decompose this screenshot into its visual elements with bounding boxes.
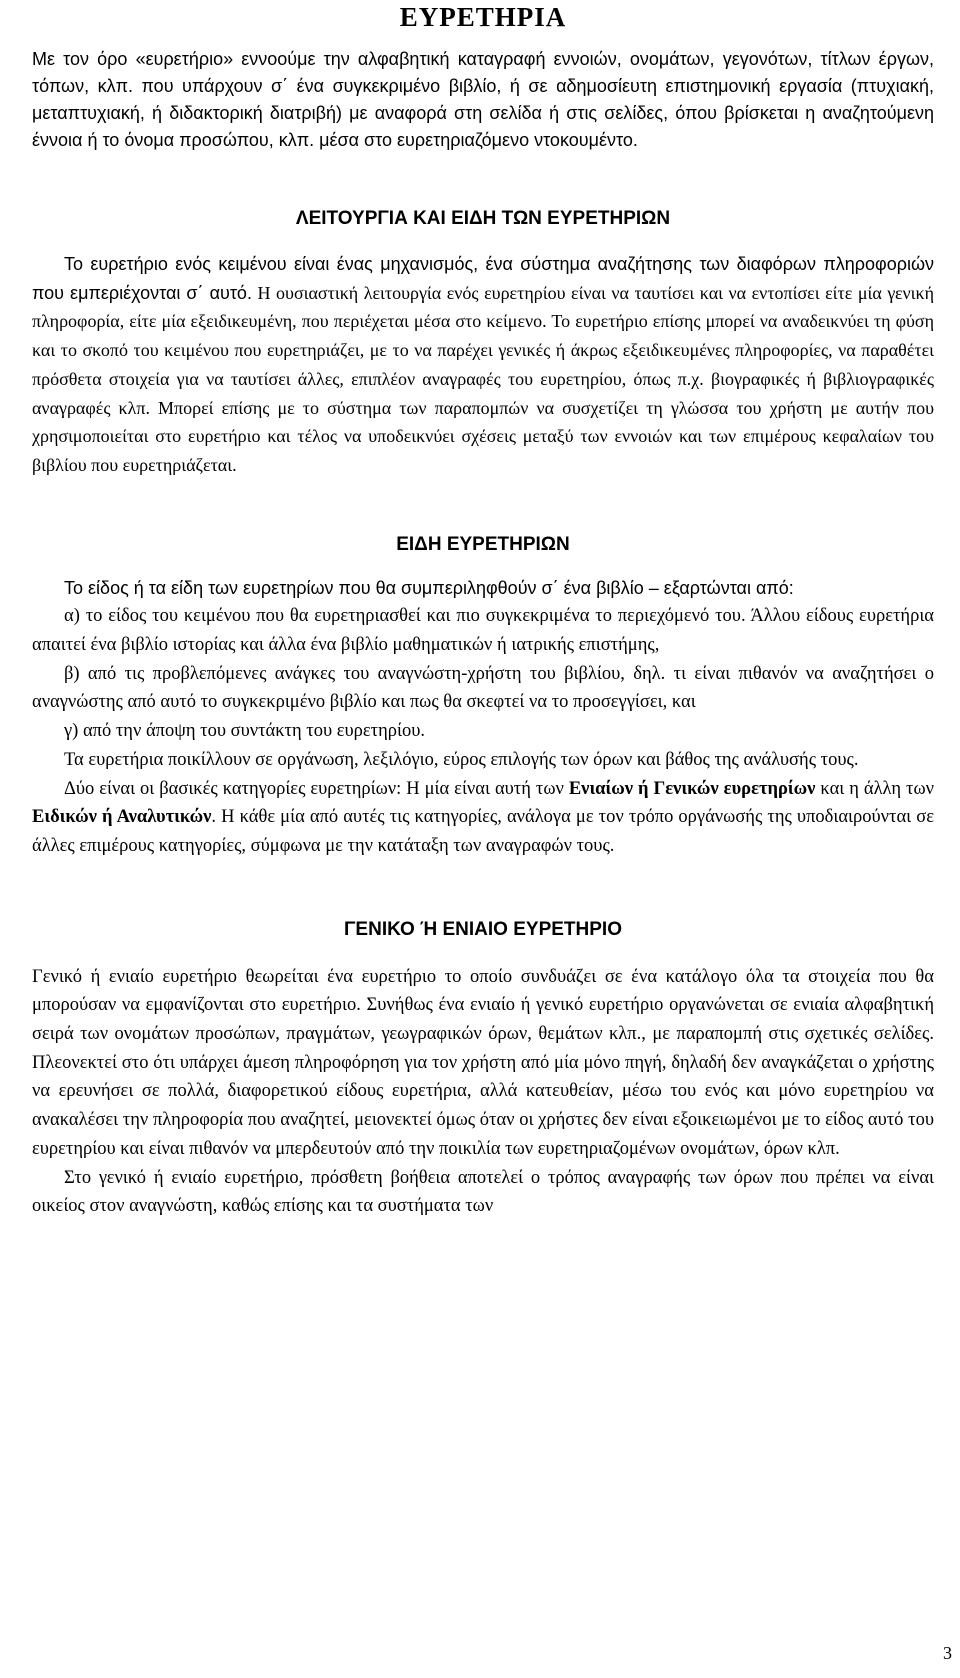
special-indexes-term: Ειδικών ή Αναλυτικών bbox=[32, 807, 212, 828]
section-heading-types: ΕΙΔΗ ΕΥΡΕΤΗΡΙΩΝ bbox=[396, 533, 570, 555]
section1-p2: Η ουσιαστική λειτουργία ενός ευρετηρίου είναι να ταυτίσει και να εντοπίσει είτε μία γενική πληροφορία, είτε μία εξειδικευμένη, που περιέχεται μέσα στο κείμενο. bbox=[32, 282, 934, 332]
categories-text-middle: και η άλλη των bbox=[815, 778, 934, 799]
section2-item-b: β) από τις προβλεπόμενες ανάγκες του αναγνώστη-χρήστη του βιβλίου, δηλ. τι είναι πιθανόν να αναζητήσει ο αναγνώστης από αυτό το συγκεκριμένο βιβλίο και πως θα σκεφτεί να το προσεγγίσει, και bbox=[32, 663, 934, 713]
page-number: 3 bbox=[943, 1643, 952, 1663]
section2-item-c: γ) από την άποψη του συντάκτη του ευρετηρίου. bbox=[64, 721, 426, 742]
section2-paragraph-categories bbox=[32, 775, 934, 861]
section2-intro: Το είδος ή τα είδη των ευρετηρίων που θα συμπεριληφθούν σ΄ ένα βιβλίο – εξαρτώνται από: bbox=[64, 577, 794, 598]
section3-paragraph-definition: Γενικό ή ενιαίο ευρετήριο θεωρείται ένα ευρετήριο το οποίο συνδυάζει σε ένα κατάλογο όλα τα στοιχεία που θα μπορούσαν να εμφανίζονται στο ευρετήριο. Συνήθως ένα ενιαίο ή γενικό ευρετήριο οργανώνεται σε ενιαία αλφαβητική σειρά των ονομάτων προσώπων, πραγμάτων, γεωγραφικών όρων, θεμάτων κλπ., με παραπομπή στις σχετικές σελίδες. Πλεονεκτεί στο ότι υπάρχει άμεση πληροφόρηση για τον χρήστη από μία μόνο πηγή, δηλαδή δεν αναγκάζεται ο χρήστης να ερευνήσει σε πολλά, διαφορετικού είδους ευρετήρια, αλλά κατευθείαν, μέσω του ενός και μόνο ευρετηρίου να ανακαλέσει την πληροφορία που αναζητεί, μειονεκτεί όμως όταν οι χρήστες δεν είναι εξοικειωμένοι με το είδος αυτό του ευρετηρίου και είναι πιθανόν να μπερδευτούν από την ποικιλία των ευρετηριαζομένων ονομάτων, όρων κλπ. bbox=[32, 966, 934, 1159]
categories-text-start: Δύο είναι οι βασικές κατηγορίες ευρετηρίων: Η μία είναι αυτή των bbox=[64, 778, 569, 799]
section1-p3: Το ευρετήριο επίσης μπορεί να αναδεικνύει τη φύση και το σκοπό του κειμένου που ευρετηριάζει, με το να παρέχει γενικές ή άκρως εξειδικευμένες πληροφορίες, να παραθέτει πρόσθετα στοιχεία για να ταυτίσει άλλες, επιπλέον αναγραφές του ευρετηρίου, όπως π.χ. βιογραφικές ή βιβλιογραφικές αναγραφές κλπ. Μπορεί επίσης με το σύστημα των παραπομπών να συσχετίζει τη γλώσσα του χρήστη με αυτήν που χρησιμοποιείται στο ευρετήριο και τέλος να υποδεικνύει σχέσεις μεταξύ των εννοιών και των επιμέρους κεφαλαίων του βιβλίου που ευρετηριάζεται. bbox=[32, 311, 935, 475]
section3-paragraph-help: Στο γενικό ή ενιαίο ευρετήριο, πρόσθετη βοήθεια αποτελεί ο τρόπος αναγραφής των όρων που πρέπει να είναι οικείος στον αναγνώστη, καθώς επίσης και τα συστήματα των bbox=[32, 1167, 934, 1217]
section1-paragraph bbox=[32, 250, 934, 480]
general-indexes-term: Ενιαίων ή Γενικών ευρετηρίων bbox=[568, 778, 816, 799]
intro-paragraph: Με τον όρο «ευρετήριο» εννοούμε την αλφαβητική καταγραφή εννοιών, ονομάτων, γεγονότων, τίτλων έργων, τόπων, κλπ. που υπάρχουν σ΄ ένα συγκεκριμένο βιβλίο, ή σε αδημοσίευτη επιστημονική εργασία (πτυχιακή, μεταπτυχιακή, ή διδακτορική διατριβή) με αναφορά στη σελίδα ή στις σελίδες, όπου βρίσκεται η αναζητούμενη έννοια ή το όνομα προσώπου, κλπ. μέσα στο ευρετηριαζόμενο ντοκουμέντο. bbox=[32, 49, 934, 150]
section1-p1: Το ευρετήριο ενός κειμένου είναι ένας μηχανισμός, ένα σύστημα αναζήτησης των διαφόρων πληροφοριών που εμπεριέχονται σ΄ αυτό. bbox=[32, 254, 934, 303]
section2-paragraph-variety: Τα ευρετήρια ποικίλλουν σε οργάνωση, λεξιλόγιο, εύρος επιλογής των όρων και βάθος της ανάλυσής τους. bbox=[64, 749, 859, 770]
document-title: ΕΥΡΕΤΗΡΙΑ bbox=[399, 2, 567, 32]
section-heading-general-index: ΓΕΝΙΚΟ Ή ΕΝΙΑΙΟ ΕΥΡΕΤΗΡΙΟ bbox=[344, 918, 622, 940]
categories-text-end: . Η κάθε μία από αυτές τις κατηγορίες, ανάλογα με τον τρόπο οργάνωσής της υποδιαιρούνται σε άλλες επιμέρους κατηγορίες, σύμφωνα με την κατάταξη των αναγραφών τους. bbox=[32, 807, 934, 856]
section2-item-a: α) το είδος του κειμένου που θα ευρετηριασθεί και πιο συγκεκριμένα το περιεχόμενό του. Άλλου είδους ευρετήρια απαιτεί ένα βιβλίο ιστορίας και άλλα ένα βιβλίο μαθηματικών ή ιατρικής επιστήμης, bbox=[32, 606, 934, 656]
section-heading-function: ΛΕΙΤΟΥΡΓΙΑ ΚΑΙ ΕΙΔΗ ΤΩΝ ΕΥΡΕΤΗΡΙΩΝ bbox=[295, 208, 671, 229]
